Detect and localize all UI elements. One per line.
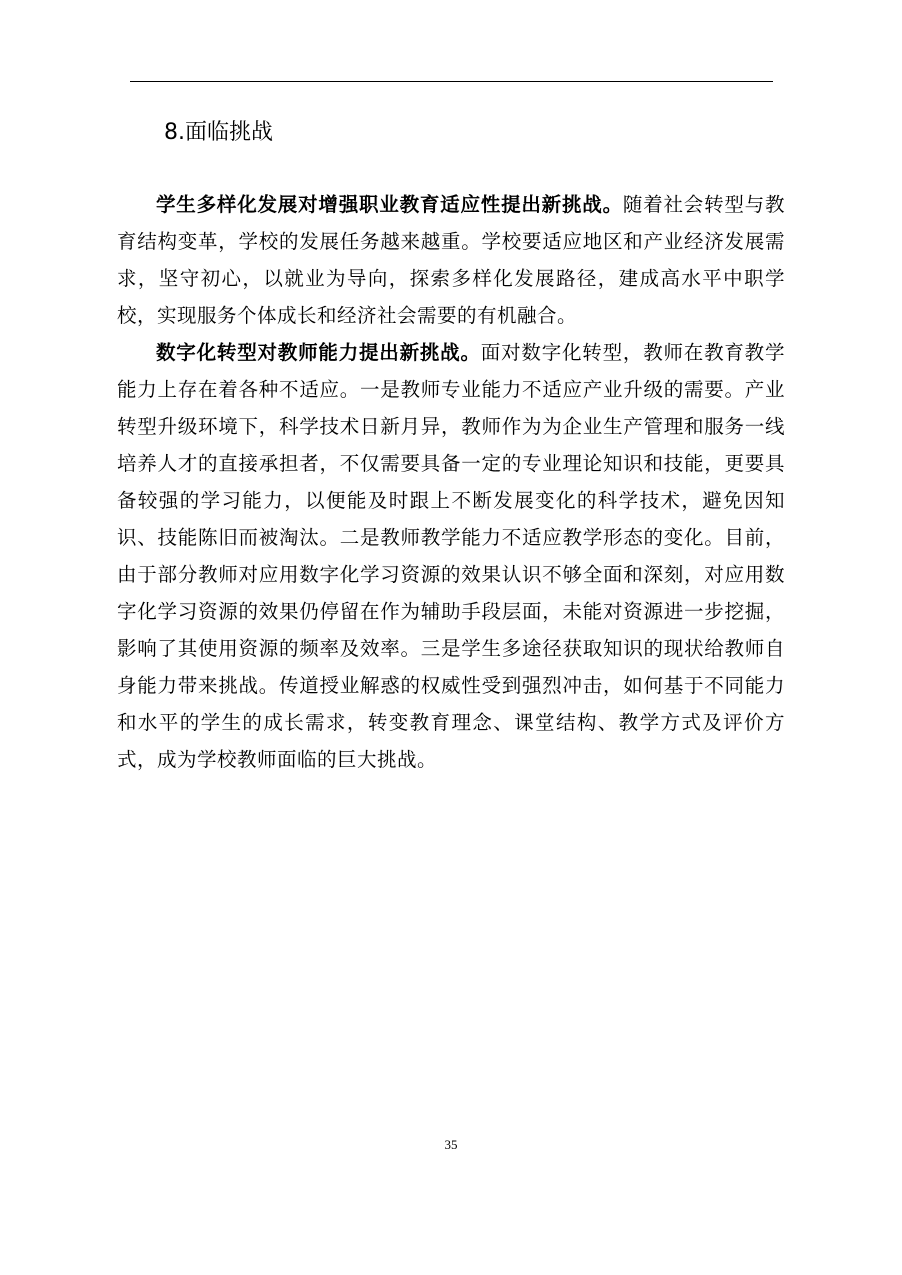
header-rule <box>130 81 773 82</box>
section-heading: 8.面临挑战 <box>164 120 273 145</box>
paragraph-digital-transformation <box>117 334 785 778</box>
paragraph-lead: 数字化转型对教师能力提出新挑战。 <box>156 341 481 364</box>
paragraph-text: 面对数字化转型，教师在教育教学能力上存在着各种不适应。一是教师专业能力不适应产业升级的需要。产业转型升级环境下，科学技术日新月异，教师作为为企业生产管理和服务一线培养人才的直接承担者，不仅需要具备一定的专业理论知识和技能，更要具备较强的学习能力，以便能及时跟上不断发展变化的科学技术，避免因知识、技能陈旧而被淘汰。二是教师教学能力不适应教学形态的变化。目前，由于部分教师对应用数字化学习资源的效果认识不够全面和深刻，对应用数字化学习资源的效果仍停留在作为辅助手段层面，未能对资源进一步挖掘，影响了其使用资源的频率及效率。三是学生多途径获取知识的现状给教师自身能力带来挑战。传道授业解惑的权威性受到强烈冲击，如何基于不同能力和水平的学生的成长需求，转变教育理念、课堂结构、教学方式及评价方式，成为学校教师面临的巨大挑战。 <box>117 341 785 771</box>
paragraph-text: 随着社会转型与教育结构变革，学校的发展任务越来越重。学校要适应地区和产业经济发展需求，坚守初心，以就业为导向，探索多样化发展路径，建成高水平中职学校，实现服务个体成长和经济社会需要的有机融合。 <box>117 193 785 327</box>
paragraph-diversified-development <box>117 186 785 334</box>
document-body <box>117 186 785 778</box>
page-number: 35 <box>444 1137 458 1152</box>
paragraph-lead: 学生多样化发展对增强职业教育适应性提出新挑战。 <box>156 193 623 216</box>
